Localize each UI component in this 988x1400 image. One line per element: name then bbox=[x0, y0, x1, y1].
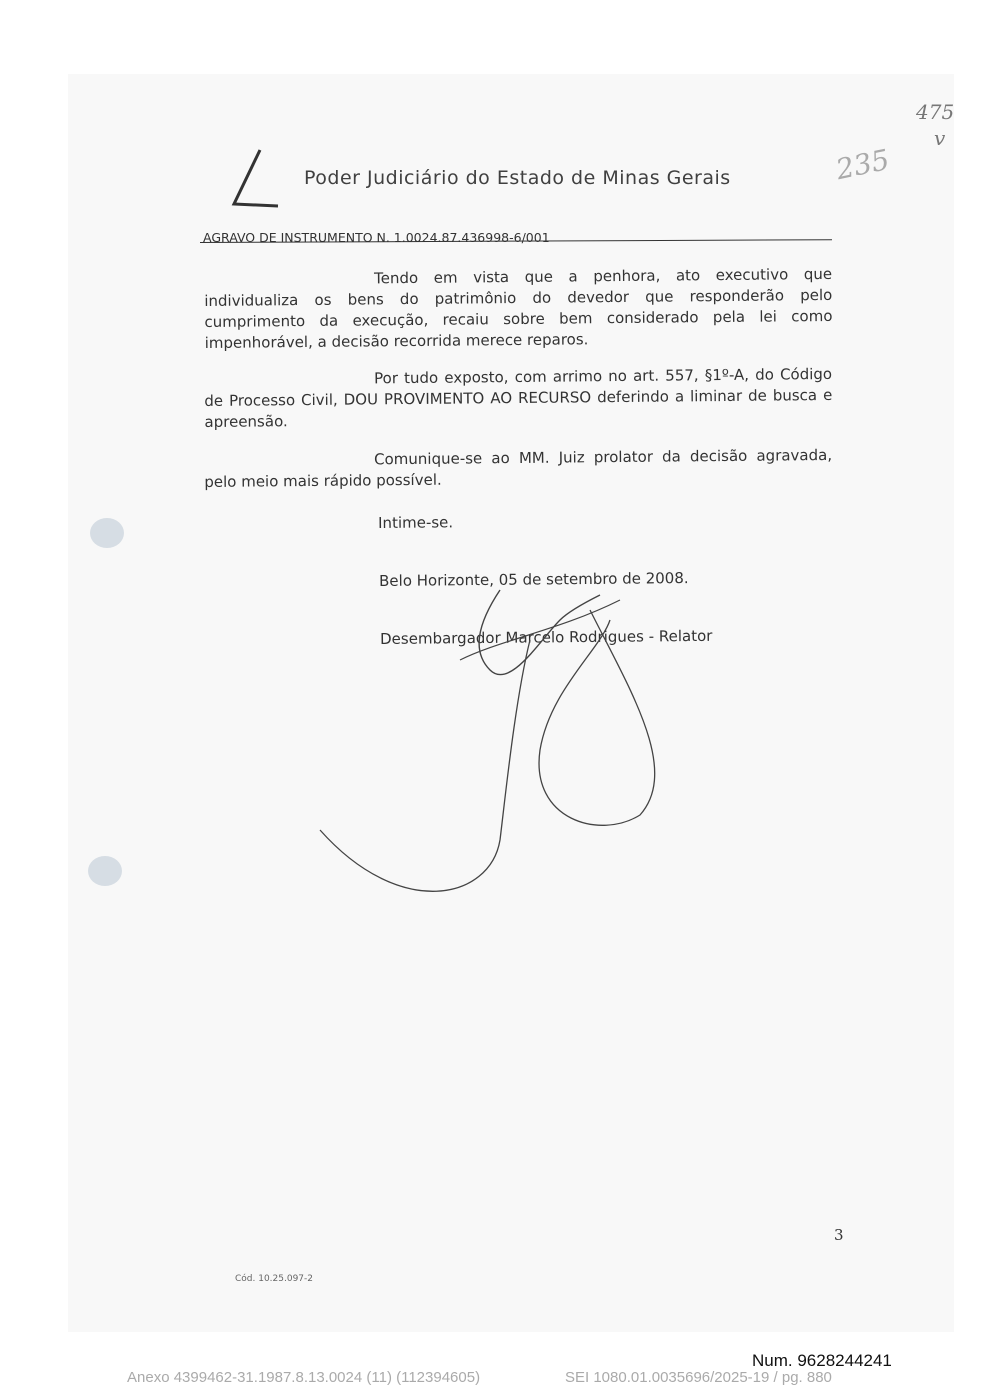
paragraph-penhora bbox=[204, 264, 833, 354]
corner-note-top: 475 bbox=[916, 100, 955, 124]
paragraph-3: Comunique-se ao MM. Juiz prolator da decisão agravada, pelo meio mais rápido possível. bbox=[204, 445, 833, 491]
signatory: Desembargador Marcelo Rodrigues - Relator bbox=[380, 626, 713, 648]
paragraph-1: Tendo em vista que a penhora, ato executivo que individualiza os bens do patrimônio do devedor que responderão pelo cumprimento da execução, recaiu sobre bem considerado pela lei como impenhorável, a decisão recorrida merece reparos. bbox=[204, 264, 833, 352]
paragraph-2: Por tudo exposto, com arrimo no art. 557, §1º-A, do Código de Processo Civil, DOU PROVIMENTO AO RECURSO deferindo a liminar de busca e apreensão. bbox=[204, 364, 833, 431]
annex-reference: Anexo 4399462-31.1987.8.13.0024 (11) (112394605) bbox=[127, 1369, 481, 1386]
page-number: 3 bbox=[834, 1226, 844, 1244]
case-reference: AGRAVO DE INSTRUMENTO N. 1.0024.87.436998-6/001 bbox=[203, 230, 550, 245]
court-logo-icon bbox=[226, 146, 286, 212]
form-code: Cód. 10.25.097-2 bbox=[235, 1274, 314, 1284]
document-number: Num. 9628244241 bbox=[752, 1351, 892, 1370]
paragraph-provimento bbox=[204, 364, 833, 433]
place-date: Belo Horizonte, 05 de setembro de 2008. bbox=[379, 569, 689, 590]
court-name: Poder Judiciário do Estado de Minas Gerais bbox=[304, 167, 731, 189]
handwritten-signature bbox=[300, 580, 680, 920]
stamp-number: 235 bbox=[833, 142, 893, 187]
corner-note-bottom: v bbox=[934, 126, 946, 150]
punch-hole bbox=[88, 856, 122, 886]
sei-reference: SEI 1080.01.0035696/2025-19 / pg. 880 bbox=[565, 1369, 832, 1386]
paragraph-comunique bbox=[204, 445, 832, 493]
punch-hole bbox=[90, 518, 124, 548]
intimation: Intime-se. bbox=[378, 513, 454, 532]
